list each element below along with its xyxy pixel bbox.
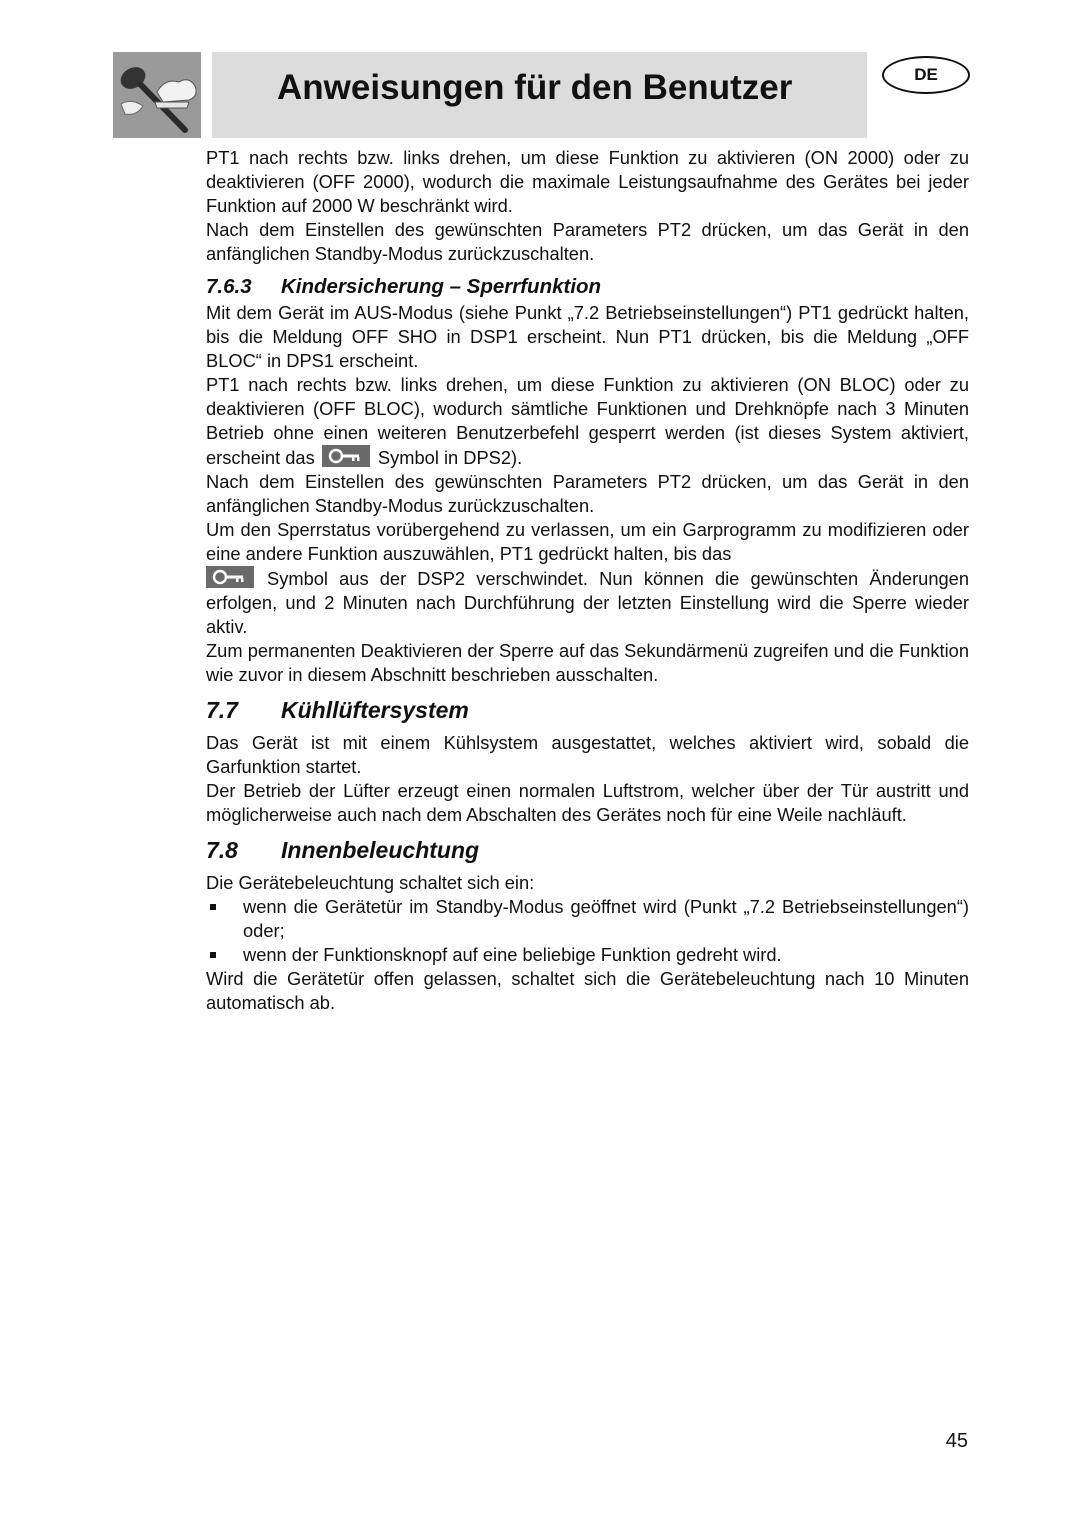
list-item-text: wenn der Funktionsknopf auf eine beliebige Funktion gedreht wird. — [243, 944, 782, 965]
section-7-6-3-paragraph-3: Nach dem Einstellen des gewünschten Parameters PT2 drücken, um das Gerät in den anfänglichen Standby-Modus zurückzuschalten. — [206, 471, 969, 516]
list-item-text: wenn die Gerätetür im Standby-Modus geöffnet wird (Punkt „7.2 Betriebseinstellungen“) oder; — [243, 896, 969, 941]
section-7-8-paragraph-1: Die Gerätebeleuchtung schaltet sich ein: — [206, 872, 535, 893]
page-number: 45 — [945, 1430, 968, 1452]
key-icon — [206, 566, 254, 588]
bullet-square-icon — [210, 952, 216, 958]
list-item — [206, 895, 969, 943]
language-badge: DE — [882, 56, 970, 94]
bullet-square-icon — [210, 904, 216, 910]
section-7-7-paragraph-1: Das Gerät ist mit einem Kühlsystem ausgestattet, welches aktiviert wird, sobald die Garfunktion startet. — [206, 732, 969, 777]
paragraph-text: Symbol in DPS2). — [377, 447, 523, 468]
section-7-6-3-paragraph-1: Mit dem Gerät im AUS-Modus (siehe Punkt „7.2 Betriebseinstellungen“) PT1 gedrückt halten, bis die Meldung OFF SHO in DSP1 erscheint. Nun PT1 drücken, bis die Meldung „OFF BLOC“ in DPS1 erscheint. — [206, 302, 969, 371]
paragraph-text: Symbol aus der DSP2 verschwindet. Nun können die gewünschten Änderungen erfolgen, und 2 Minuten nach Durchführung der letzten Einstellung wird die Sperre wieder aktiv. — [206, 568, 969, 637]
section-7-6-3-paragraph-5: Zum permanenten Deaktivieren der Sperre auf das Sekundärmenü zugreifen und die Funktion wie zuvor in diesem Abschnitt beschrieben ausschalten. — [206, 640, 969, 685]
paragraph-text: PT1 nach rechts bzw. links drehen, um diese Funktion zu aktivieren (ON BLOC) oder zu deaktivieren (OFF BLOC), wodurch sämtliche Funktionen und Drehknöpfe nach 3 Minuten Betrieb ohne einen weiteren Benutzerbefehl gesperrt werden (ist dieses System aktiviert, erscheint das — [206, 374, 969, 468]
intro-paragraph-1: PT1 nach rechts bzw. links drehen, um diese Funktion zu aktivieren (ON 2000) oder zu deaktivieren (OFF 2000), wodurch die maximale Leistungsaufnahme des Gerätes bei jeder Funktion auf 2000 W beschränkt wird. — [206, 147, 969, 216]
section-title: Kühllüftersystem — [281, 697, 469, 723]
intro-paragraph-2: Nach dem Einstellen des gewünschten Parameters PT2 drücken, um das Gerät in den anfänglichen Standby-Modus zurückzuschalten. — [206, 219, 969, 264]
section-number: 7.6.3 — [206, 275, 252, 298]
key-icon — [322, 445, 370, 467]
page-title: Anweisungen für den Benutzer — [277, 68, 793, 107]
section-7-6-3-heading — [206, 273, 969, 301]
section-title: Kindersicherung – Sperrfunktion — [281, 275, 602, 298]
section-title: Innenbeleuchtung — [281, 837, 480, 863]
section-7-7-heading — [206, 695, 969, 725]
section-7-7-paragraph-2: Der Betrieb der Lüfter erzeugt einen normalen Luftstrom, welcher über der Tür austritt und möglicherweise auch nach dem Abschalten des Gerätes noch für eine Weile nachläuft. — [206, 780, 969, 825]
section-number: 7.8 — [206, 837, 238, 863]
list-item — [206, 943, 969, 967]
section-number: 7.7 — [206, 697, 238, 723]
chef-spoon-logo-icon — [113, 52, 201, 138]
section-7-8-heading — [206, 835, 969, 865]
paragraph-text: Um den Sperrstatus vorübergehend zu verlassen, um ein Garprogramm zu modifizieren oder eine andere Funktion auszuwählen, PT1 gedrückt halten, bis das — [206, 519, 969, 564]
section-7-6-3-paragraph-2 — [206, 373, 969, 470]
page-content — [206, 146, 969, 1015]
section-7-8-paragraph-2: Wird die Gerätetür offen gelassen, schaltet sich die Gerätebeleuchtung nach 10 Minuten automatisch ab. — [206, 968, 969, 1013]
bullet-list — [206, 895, 969, 967]
section-7-6-3-paragraph-4 — [206, 518, 969, 639]
